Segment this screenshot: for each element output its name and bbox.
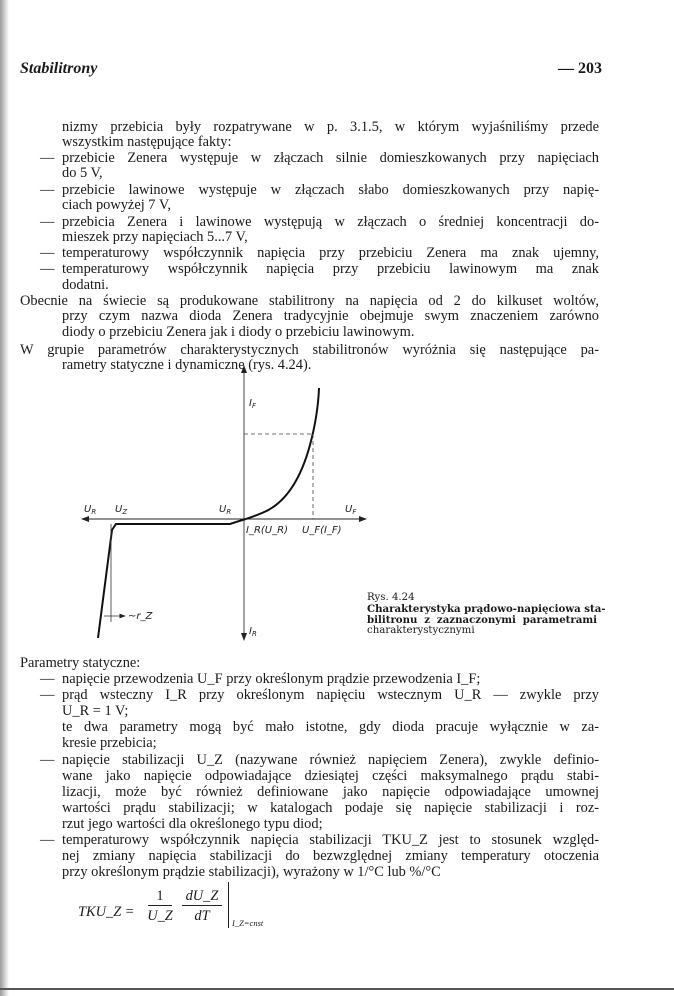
text-line: przebicie lawinowe występuje w złączach słabo domieszkowanych przy napię- — [62, 182, 599, 198]
bullet-dash: — — [40, 214, 55, 230]
bullet-dash: — — [40, 752, 55, 768]
formula-condition: I_Z=cnst — [232, 918, 264, 928]
formula-denominator-2: dT — [194, 908, 210, 924]
bullet-dash: — — [40, 832, 55, 848]
text-line: diody o przebiciu Zenera jak i diody o przebiciu lawinowym. — [62, 324, 415, 340]
text-line: dodatni. — [62, 277, 109, 293]
text-line: przy określonym prądzie stabilizacji), wyrażony w 1/°C lub %/°C — [62, 864, 441, 880]
text-line: W grupie parametrów charakterystycznych stabilitronów wyróżnia się następujące pa- — [20, 342, 599, 358]
text-line: wszystkim następujące fakty: — [62, 134, 232, 150]
figure-caption-line: Charakterystyka prądowo-napięciowa sta- — [367, 603, 606, 615]
text-line: lizacji, może być również definiowane jako napięcie odpowiadające umownej — [62, 784, 599, 800]
text-line: napięcie stabilizacji U_Z (nazywane również napięciem Zenera), zwykle definio- — [62, 752, 599, 768]
text-line: temperaturowy współczynnik napięcia przy przebiciu Zenera ma znak ujemny, — [62, 245, 599, 261]
label-uf-if: U_F(I_F) — [302, 525, 342, 536]
text-line: te dwa parametry mogą być mało istotne, gdy dioda pracuje wyłącznie w za- — [62, 719, 599, 735]
label-rz: ~r_Z — [128, 611, 153, 622]
section-heading: Parametry statyczne: — [20, 655, 141, 671]
text-line: do 5 V, — [62, 165, 103, 181]
label-ur-left: $U_R$ — [84, 504, 97, 516]
text-line: napięcie przewodzenia U_F przy określonym prądzie przewodzenia I_F; — [62, 671, 481, 687]
label-ir: $I_R$ — [249, 626, 257, 638]
text-line: rametry statyczne i dynamiczne (rys. 4.24). — [62, 357, 312, 373]
bullet-dash: — — [40, 261, 55, 277]
page-number: — 203 — [558, 60, 602, 77]
text-line: mieszek przy napięciach 5...7 V, — [62, 229, 248, 245]
bullet-dash: — — [40, 671, 55, 687]
formula-numerator-2: dU_Z — [182, 888, 222, 906]
figure-number: Rys. 4.24 — [367, 592, 415, 603]
label-ir-ur: I_R(U_R) — [246, 525, 288, 536]
reverse-characteristic-curve — [98, 522, 236, 638]
running-header-title: Stabilitrony — [20, 60, 98, 77]
evaluation-bar — [228, 882, 229, 928]
text-line: temperaturowy współczynnik napięcia przy przebiciu lawinowym ma znak — [62, 261, 599, 277]
formula-numerator-1: 1 — [148, 888, 172, 906]
text-line: nej zmiany napięcia stabilizacji do bezwzględnej zmiany temperatury otoczenia — [62, 848, 599, 864]
text-line: ciach powyżej 7 V, — [62, 197, 171, 213]
label-uf: $U_F$ — [345, 504, 357, 516]
figure-caption-line: charakterystycznymi — [367, 625, 475, 636]
text-line: przy czym nazwa dioda Zenera tradycyjnie obejmuje swym znaczeniem zarówno — [62, 308, 599, 324]
text-line: rzut jego wartości dla określonego typu diod; — [62, 816, 323, 832]
label-ur-mid: $U_R$ — [219, 504, 232, 516]
bullet-dash: — — [40, 150, 55, 166]
text-line: temperaturowy współczynnik napięcia stabilizacji TKU_Z jest to stosunek względ- — [62, 832, 599, 848]
text-line: wane jako napięcie odpowiadające dziesiątej części maksymalnego prądu stabi- — [62, 768, 599, 784]
text-line: przebicie Zenera występuje w złączach silnie domieszkowanych przy napięciach — [62, 150, 599, 166]
text-line: Obecnie na świecie są produkowane stabilitrony na napięcia od 2 do kilkuset woltów, — [20, 293, 599, 309]
label-if: $I_F$ — [249, 398, 256, 410]
bullet-dash: — — [40, 687, 55, 703]
formula-lhs: TKU_Z = — [78, 904, 135, 920]
text-line: prąd wsteczny I_R przy określonym napięciu wstecznym U_R — zwykle przy — [62, 687, 599, 703]
text-line: kresie przebicia; — [62, 735, 157, 751]
bullet-dash: — — [40, 245, 55, 261]
text-line: wartości prądu stabilizacji; w katalogach podaje się napięcie stabilizacji i roz- — [62, 800, 599, 816]
bullet-dash: — — [40, 182, 55, 198]
text-line: U_R = 1 V; — [62, 703, 129, 719]
text-line: nizmy przebicia były rozpatrywane w p. 3.1.5, w którym wyjaśniliśmy przede — [62, 119, 599, 135]
text-line: przebicia Zenera i lawinowe występują w złączach o średniej koncentracji do- — [62, 214, 599, 230]
figure-caption-line: bilitronu z zaznaczonymi parametrami — [367, 614, 597, 626]
label-uz: $U_Z$ — [115, 504, 128, 516]
formula-denominator-1: U_Z — [147, 908, 173, 924]
